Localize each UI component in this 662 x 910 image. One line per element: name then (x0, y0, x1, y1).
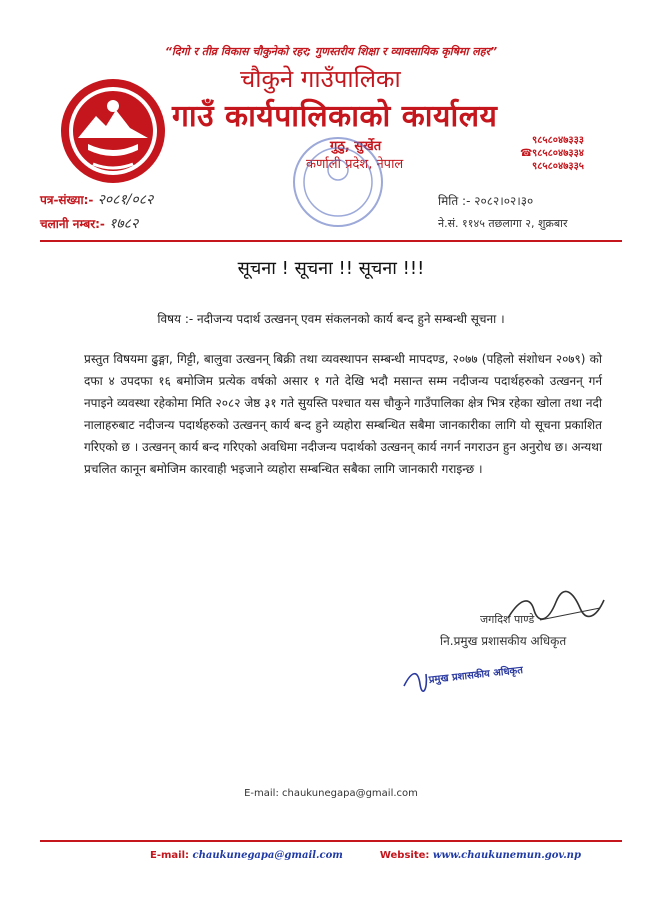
notice-body-paragraph: प्रस्तुत विषयमा ढुङ्गा, गिट्टी, बालुवा उत्खनन् बिक्री तथा व्यवस्थापन सम्बन्धी मापदण्ड, २०७७ (पहिलो संशोधन २०७९) को दफा ४ उपदफा १६ बमोजिम प्रत्येक वर्षको असार १ गते देखि भदौ मसान्त सम्म नदीजन्य पदार्थहरुको उत्खनन् गर्न नपाइने व्यवस्था रहेकोमा मिति २०८२ जेष्ठ ३१ गते सुयस्ति पश्चात यस चौकुने गाउँपालिका क्षेत्र भित्र रहेका खोला तथा नदी नालाहरुबाट नदीजन्य पदार्थहरुको उत्खनन् कार्य बन्द हुने व्यहोरा सम्बन्धित सबैमा जानकारीका लागि यो सूचना प्रकाशित गरिएको छ । उत्खनन् कार्य बन्द गरिएको अवधिमा नदीजन्य पदार्थको उत्खनन् कार्य नगर्न नगराउन हुन अनुरोध छ। अन्यथा प्रचलित कानून बमोजिम कारवाही भइजाने व्यहोरा सम्बन्धित सबैका लागि जानकारी गराइन्छ । (84, 352, 602, 476)
contact-email: E-mail: chaukunegapa@gmail.com (244, 788, 418, 799)
footer-website-label: Website: (379, 850, 430, 861)
phone-list (520, 134, 584, 173)
phone-number: ९८५८०४७३३४ (532, 148, 584, 159)
header-divider (40, 240, 622, 242)
dispatch-number (40, 214, 138, 233)
footer-website-link[interactable]: www.chaukunemun.gov.np (432, 850, 581, 861)
nepal-sambat-date: ने.सं. ११४५ तछलागा २, शुक्रबार (438, 217, 568, 230)
dispatch-number-label: चलानी नम्बर:- (40, 217, 105, 231)
letter-number (40, 190, 153, 209)
office-name: गाउँ कार्यपालिकाको कार्यालय (172, 99, 498, 134)
phone-icon: ☎ (520, 148, 533, 159)
notice-title: सूचना ! सूचना !! सूचना !!! (237, 258, 425, 279)
notice-body (84, 348, 602, 480)
signatory-name: जगदिश पाण्डे (480, 613, 535, 626)
signatory-title: नि.प्रमुख प्रशासकीय अधिकृत (440, 634, 567, 648)
office-stamp (288, 132, 388, 232)
phone-row (520, 134, 584, 147)
footer-email-label: E-mail: (150, 850, 190, 861)
phone-row (520, 160, 584, 173)
org-name: चौकुने गाउँपालिका (240, 65, 401, 93)
letter-number-value: २०८१/०८२ (97, 192, 154, 208)
letter-number-label: पत्र-संख्या:- (40, 193, 94, 207)
office-place: गुठु, सुर्खेत (330, 139, 382, 154)
phone-row (520, 147, 584, 160)
slogan: “दिगो र तीव्र विकास चौकुनेको रहर; गुणस्तरीय शिक्षा र व्यावसायिक कृषिमा लहर” (164, 45, 498, 58)
seal-text: प्रमुख प्रशासकीय अधिकृत (428, 665, 524, 686)
nepal-emblem-logo (58, 76, 168, 186)
footer-divider (40, 840, 622, 842)
footer-email-link[interactable]: chaukunegapa@gmail.com (192, 850, 343, 861)
phone-number: ९८५८०४७३३३ (532, 135, 584, 146)
office-province: कर्णाली प्रदेश, नेपाल (306, 157, 404, 172)
notice-subject: विषय :- नदीजन्य पदार्थ उत्खनन् एवम संकलनको कार्य बन्द हुने सम्बन्धी सूचना । (157, 312, 505, 326)
footer (150, 850, 581, 861)
phone-number: ९८५८०४७३३५ (532, 161, 584, 172)
dispatch-number-value: १७८२ (109, 216, 139, 232)
letter-date: मिति :- २०८२।०२।३० (438, 194, 534, 208)
